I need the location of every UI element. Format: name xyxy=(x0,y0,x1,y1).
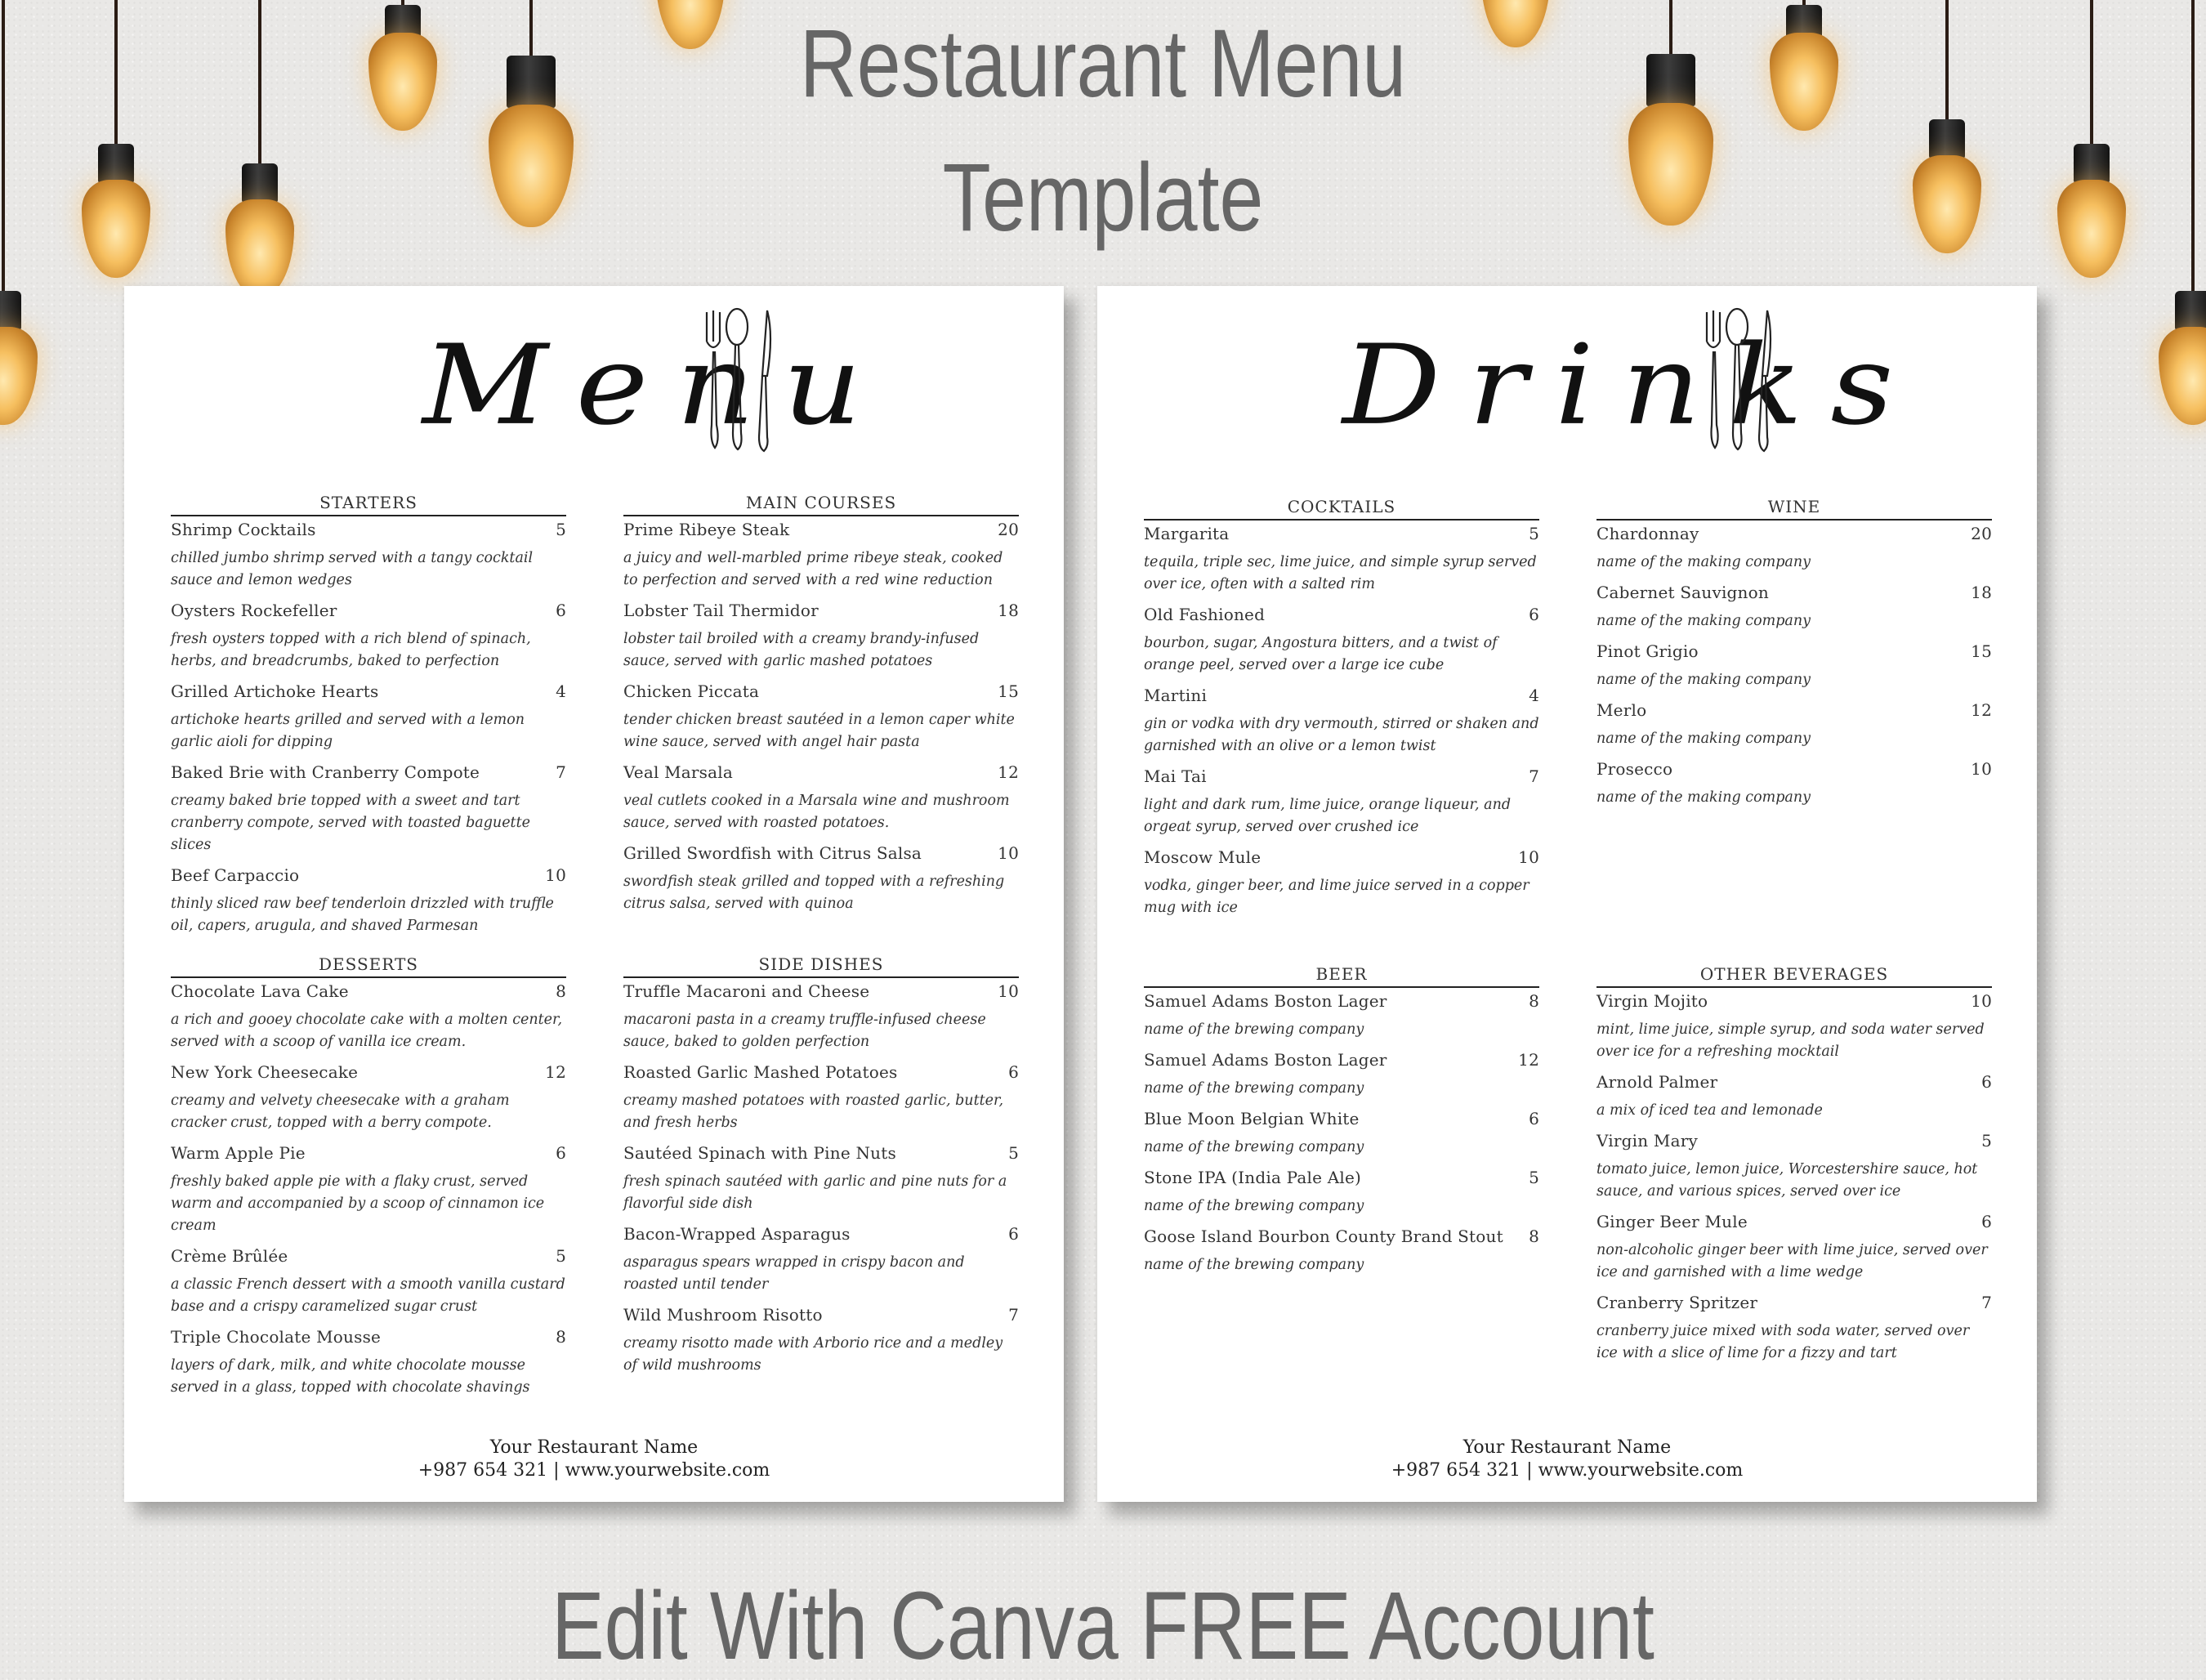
item-name: Margarita xyxy=(1144,524,1230,543)
item-description: name of the making company xyxy=(1596,789,1811,806)
menu-item xyxy=(623,1143,1019,1163)
item-name: Grilled Swordfish with Citrus Salsa xyxy=(623,843,922,863)
item-description: cranberry juice mixed with soda water, served over ice with a slice of lime for a fizzy and tart xyxy=(1596,1323,1970,1361)
item-price: 8 xyxy=(1529,991,1539,1011)
item-name: Chicken Piccata xyxy=(623,681,760,701)
item-description: thinly sliced raw beef tenderloin drizzled with truffle oil, capers, arugula, and shaved Parmesan xyxy=(171,896,554,934)
item-price: 5 xyxy=(1008,1143,1019,1163)
menu-item xyxy=(1144,766,1539,786)
wine-section xyxy=(1596,497,1992,818)
menu-item xyxy=(171,981,566,1001)
item-name: Ginger Beer Mule xyxy=(1596,1212,1748,1231)
item-description: a rich and gooey chocolate cake with a molten center, served with a scoop of vanilla ice cream. xyxy=(171,1012,563,1050)
item-description: a classic French dessert with a smooth vanilla custard base and a crispy caramelized sugar crust xyxy=(171,1276,565,1315)
item-description: name of the making company xyxy=(1596,554,1811,570)
item-description: swordfish steak grilled and topped with a refreshing citrus salsa, served with quinoa xyxy=(623,874,1005,912)
item-description: name of the brewing company xyxy=(1144,1080,1364,1097)
item-price: 10 xyxy=(1518,847,1539,867)
item-name: Shrimp Cocktails xyxy=(171,520,316,539)
menu-item xyxy=(171,601,566,620)
item-name: New York Cheesecake xyxy=(171,1062,359,1082)
item-description: a juicy and well-marbled prime ribeye steak, cooked to perfection and served with a red wine reduction xyxy=(623,550,1003,588)
menu-item xyxy=(1144,847,1539,867)
item-description: asparagus spears wrapped in crispy bacon and roasted until tender xyxy=(623,1254,965,1293)
section-heading: SIDE DISHES xyxy=(623,954,1019,978)
menu-item xyxy=(623,520,1019,539)
item-name: Roasted Garlic Mashed Potatoes xyxy=(623,1062,898,1082)
item-description: name of the brewing company xyxy=(1144,1139,1364,1155)
menu-item xyxy=(1596,759,1992,779)
fork-spoon-knife-icon xyxy=(692,302,782,458)
item-price: 6 xyxy=(1529,605,1539,624)
item-name: Goose Island Bourbon County Brand Stout xyxy=(1144,1226,1503,1246)
item-price: 7 xyxy=(556,762,566,782)
menu-item xyxy=(623,981,1019,1001)
menu-item xyxy=(1144,605,1539,624)
item-description: name of the brewing company xyxy=(1144,1257,1364,1273)
item-price: 7 xyxy=(1981,1293,1992,1312)
item-description: fresh spinach sautéed with garlic and pine nuts for a flavorful side dish xyxy=(623,1173,1007,1212)
drinks-page xyxy=(1097,286,2037,1502)
menu-item xyxy=(1596,1072,1992,1092)
menu-item xyxy=(623,1305,1019,1325)
other-beverages-section xyxy=(1596,964,1992,1374)
item-description: artichoke hearts grilled and served with a lemon garlic aioli for dipping xyxy=(171,712,525,750)
item-description: tender chicken breast sautéed in a lemon caper white wine sauce, served with angel hair pasta xyxy=(623,712,1015,750)
item-price: 18 xyxy=(998,601,1019,620)
item-name: Prime Ribeye Steak xyxy=(623,520,790,539)
item-description: mint, lime juice, simple syrup, and soda water served over ice for a refreshing mocktail xyxy=(1596,1021,1985,1060)
menu-item xyxy=(1596,524,1992,543)
item-name: Cabernet Sauvignon xyxy=(1596,583,1769,602)
item-price: 6 xyxy=(556,1143,566,1163)
canva-banner: Edit With Canva FREE Account xyxy=(552,1572,1654,1680)
item-name: Martini xyxy=(1144,686,1208,705)
section-heading: DESSERTS xyxy=(171,954,566,978)
item-price: 8 xyxy=(1529,1226,1539,1246)
item-price: 15 xyxy=(1971,641,1992,661)
item-name: Baked Brie with Cranberry Compote xyxy=(171,762,480,782)
starters-section xyxy=(171,493,566,946)
item-price: 6 xyxy=(1529,1109,1539,1128)
item-price: 6 xyxy=(1981,1072,1992,1092)
restaurant-contact: +987 654 321 | www.yourwebsite.com xyxy=(1391,1460,1744,1481)
item-description: name of the making company xyxy=(1596,731,1811,747)
item-name: Samuel Adams Boston Lager xyxy=(1144,1050,1387,1070)
item-name: Chocolate Lava Cake xyxy=(171,981,349,1001)
item-price: 5 xyxy=(1529,1168,1539,1187)
item-name: Grilled Artichoke Hearts xyxy=(171,681,379,701)
item-price: 7 xyxy=(1008,1305,1019,1325)
menu-item xyxy=(623,762,1019,782)
page-title: Restaurant Menu xyxy=(799,10,1407,118)
item-description: creamy baked brie topped with a sweet and tart cranberry compote, served with toasted baguette slices xyxy=(171,793,530,853)
item-name: Old Fashioned xyxy=(1144,605,1266,624)
menu-item xyxy=(1596,1293,1992,1312)
item-price: 8 xyxy=(556,981,566,1001)
item-price: 5 xyxy=(1981,1131,1992,1151)
item-name: Prosecco xyxy=(1596,759,1673,779)
item-description: veal cutlets cooked in a Marsala wine and mushroom sauce, served with roasted potatoes. xyxy=(623,793,1010,831)
menu-item xyxy=(1596,991,1992,1011)
section-heading: MAIN COURSES xyxy=(623,493,1019,516)
item-name: Truffle Macaroni and Cheese xyxy=(623,981,870,1001)
section-heading: STARTERS xyxy=(171,493,566,516)
item-description: bourbon, sugar, Angostura bitters, and a twist of orange peel, served over a large ice cube xyxy=(1144,635,1498,673)
item-name: Virgin Mary xyxy=(1596,1131,1698,1151)
cocktails-section xyxy=(1144,497,1539,928)
item-price: 12 xyxy=(545,1062,566,1082)
drinks-script-title: Drinks xyxy=(1342,321,1922,450)
item-name: Merlo xyxy=(1596,700,1647,720)
item-price: 20 xyxy=(1971,524,1992,543)
item-description: chilled jumbo shrimp served with a tangy cocktail sauce and lemon wedges xyxy=(171,550,534,588)
restaurant-footer xyxy=(124,1436,1064,1482)
item-name: Sautéed Spinach with Pine Nuts xyxy=(623,1143,896,1163)
menu-item xyxy=(1144,1050,1539,1070)
item-description: creamy mashed potatoes with roasted garlic, butter, and fresh herbs xyxy=(623,1092,1004,1131)
item-description: creamy risotto made with Arborio rice and a medley of wild mushrooms xyxy=(623,1335,1003,1374)
item-price: 8 xyxy=(556,1327,566,1347)
menu-item xyxy=(171,1143,566,1163)
item-name: Virgin Mojito xyxy=(1596,991,1708,1011)
menu-item xyxy=(1596,1131,1992,1151)
main-courses-section xyxy=(623,493,1019,924)
beer-section xyxy=(1144,964,1539,1285)
item-price: 12 xyxy=(1518,1050,1539,1070)
restaurant-contact: +987 654 321 | www.yourwebsite.com xyxy=(418,1460,770,1481)
menu-item xyxy=(1144,1168,1539,1187)
desserts-section xyxy=(171,954,566,1408)
fork-spoon-knife-icon xyxy=(1692,302,1782,458)
menu-item xyxy=(623,1224,1019,1244)
item-price: 12 xyxy=(998,762,1019,782)
section-heading: COCKTAILS xyxy=(1144,497,1539,521)
menu-item xyxy=(171,1327,566,1347)
menu-item xyxy=(1144,524,1539,543)
item-description: tomato juice, lemon juice, Worcestershire sauce, hot sauce, and various spices, served over ice xyxy=(1596,1161,1978,1200)
menu-item xyxy=(171,865,566,885)
section-heading: WINE xyxy=(1596,497,1992,521)
item-price: 10 xyxy=(998,843,1019,863)
menu-item xyxy=(171,1246,566,1266)
item-price: 5 xyxy=(1529,524,1539,543)
page-title-line2: Template xyxy=(942,144,1264,252)
item-price: 5 xyxy=(556,520,566,539)
item-price: 10 xyxy=(545,865,566,885)
section-heading: BEER xyxy=(1144,964,1539,988)
item-description: name of the brewing company xyxy=(1144,1021,1364,1038)
item-description: non-alcoholic ginger beer with lime juice, served over ice and garnished with a lime wedge xyxy=(1596,1242,1988,1280)
item-price: 7 xyxy=(1529,766,1539,786)
menu-item xyxy=(1144,991,1539,1011)
item-description: name of the brewing company xyxy=(1144,1198,1364,1214)
item-name: Oysters Rockefeller xyxy=(171,601,337,620)
side-dishes-section xyxy=(623,954,1019,1386)
item-description: name of the making company xyxy=(1596,672,1811,688)
menu-script-title: Menu xyxy=(422,321,890,450)
item-price: 10 xyxy=(998,981,1019,1001)
item-price: 6 xyxy=(1981,1212,1992,1231)
menu-item xyxy=(171,520,566,539)
item-name: Lobster Tail Thermidor xyxy=(623,601,819,620)
item-name: Warm Apple Pie xyxy=(171,1143,306,1163)
item-price: 4 xyxy=(556,681,566,701)
item-price: 12 xyxy=(1971,700,1992,720)
item-price: 4 xyxy=(1529,686,1539,705)
item-name: Blue Moon Belgian White xyxy=(1144,1109,1360,1128)
item-description: a mix of iced tea and lemonade xyxy=(1596,1102,1823,1119)
restaurant-name: Your Restaurant Name xyxy=(489,1437,699,1458)
item-name: Cranberry Spritzer xyxy=(1596,1293,1758,1312)
item-price: 10 xyxy=(1971,991,1992,1011)
item-name: Beef Carpaccio xyxy=(171,865,300,885)
item-description: layers of dark, milk, and white chocolate mousse served in a glass, topped with chocolate shavings xyxy=(171,1357,530,1396)
menu-item xyxy=(1144,1109,1539,1128)
restaurant-name: Your Restaurant Name xyxy=(1462,1437,1672,1458)
menu-item xyxy=(1144,1226,1539,1246)
item-description: macaroni pasta in a creamy truffle-infused cheese sauce, baked to golden perfection xyxy=(623,1012,986,1050)
restaurant-footer xyxy=(1097,1436,2037,1482)
section-heading: OTHER BEVERAGES xyxy=(1596,964,1992,988)
menu-item xyxy=(1596,700,1992,720)
item-price: 6 xyxy=(1008,1062,1019,1082)
menu-item xyxy=(171,1062,566,1082)
item-name: Chardonnay xyxy=(1596,524,1699,543)
item-price: 20 xyxy=(998,520,1019,539)
item-description: tequila, triple sec, lime juice, and simple syrup served over ice, often with a salted rim xyxy=(1144,554,1537,592)
item-name: Moscow Mule xyxy=(1144,847,1262,867)
menu-item xyxy=(171,681,566,701)
menu-item xyxy=(1596,1212,1992,1231)
item-price: 6 xyxy=(1008,1224,1019,1244)
item-name: Crème Brûlée xyxy=(171,1246,288,1266)
item-name: Samuel Adams Boston Lager xyxy=(1144,991,1387,1011)
menu-item xyxy=(1596,641,1992,661)
menu-item xyxy=(623,681,1019,701)
item-name: Wild Mushroom Risotto xyxy=(623,1305,823,1325)
item-description: name of the making company xyxy=(1596,613,1811,629)
menu-item xyxy=(1596,583,1992,602)
item-description: vodka, ginger beer, and lime juice served in a copper mug with ice xyxy=(1144,878,1529,916)
menu-item xyxy=(623,601,1019,620)
menu-item xyxy=(623,1062,1019,1082)
item-description: lobster tail broiled with a creamy brandy-infused sauce, served with garlic mashed potatoes xyxy=(623,631,980,669)
item-price: 5 xyxy=(556,1246,566,1266)
item-description: gin or vodka with dry vermouth, stirred or shaken and garnished with an olive or a lemon twist xyxy=(1144,716,1539,754)
menu-item xyxy=(1144,686,1539,705)
item-name: Mai Tai xyxy=(1144,766,1207,786)
item-description: creamy and velvety cheesecake with a graham cracker crust, topped with a berry compote. xyxy=(171,1092,510,1131)
item-price: 18 xyxy=(1971,583,1992,602)
item-description: freshly baked apple pie with a flaky crust, served warm and accompanied by a scoop of cinnamon ice cream xyxy=(171,1173,545,1234)
menu-page xyxy=(124,286,1064,1502)
item-name: Pinot Grigio xyxy=(1596,641,1699,661)
item-name: Arnold Palmer xyxy=(1596,1072,1718,1092)
item-price: 15 xyxy=(998,681,1019,701)
item-description: fresh oysters topped with a rich blend of spinach, herbs, and breadcrumbs, baked to perfection xyxy=(171,631,531,669)
item-name: Triple Chocolate Mousse xyxy=(171,1327,382,1347)
menu-item xyxy=(171,762,566,782)
item-name: Bacon-Wrapped Asparagus xyxy=(623,1224,851,1244)
item-price: 10 xyxy=(1971,759,1992,779)
item-name: Veal Marsala xyxy=(623,762,733,782)
menu-item xyxy=(623,843,1019,863)
item-price: 6 xyxy=(556,601,566,620)
item-name: Stone IPA (India Pale Ale) xyxy=(1144,1168,1361,1187)
item-description: light and dark rum, lime juice, orange liqueur, and orgeat syrup, served over crushed ice xyxy=(1144,797,1512,835)
